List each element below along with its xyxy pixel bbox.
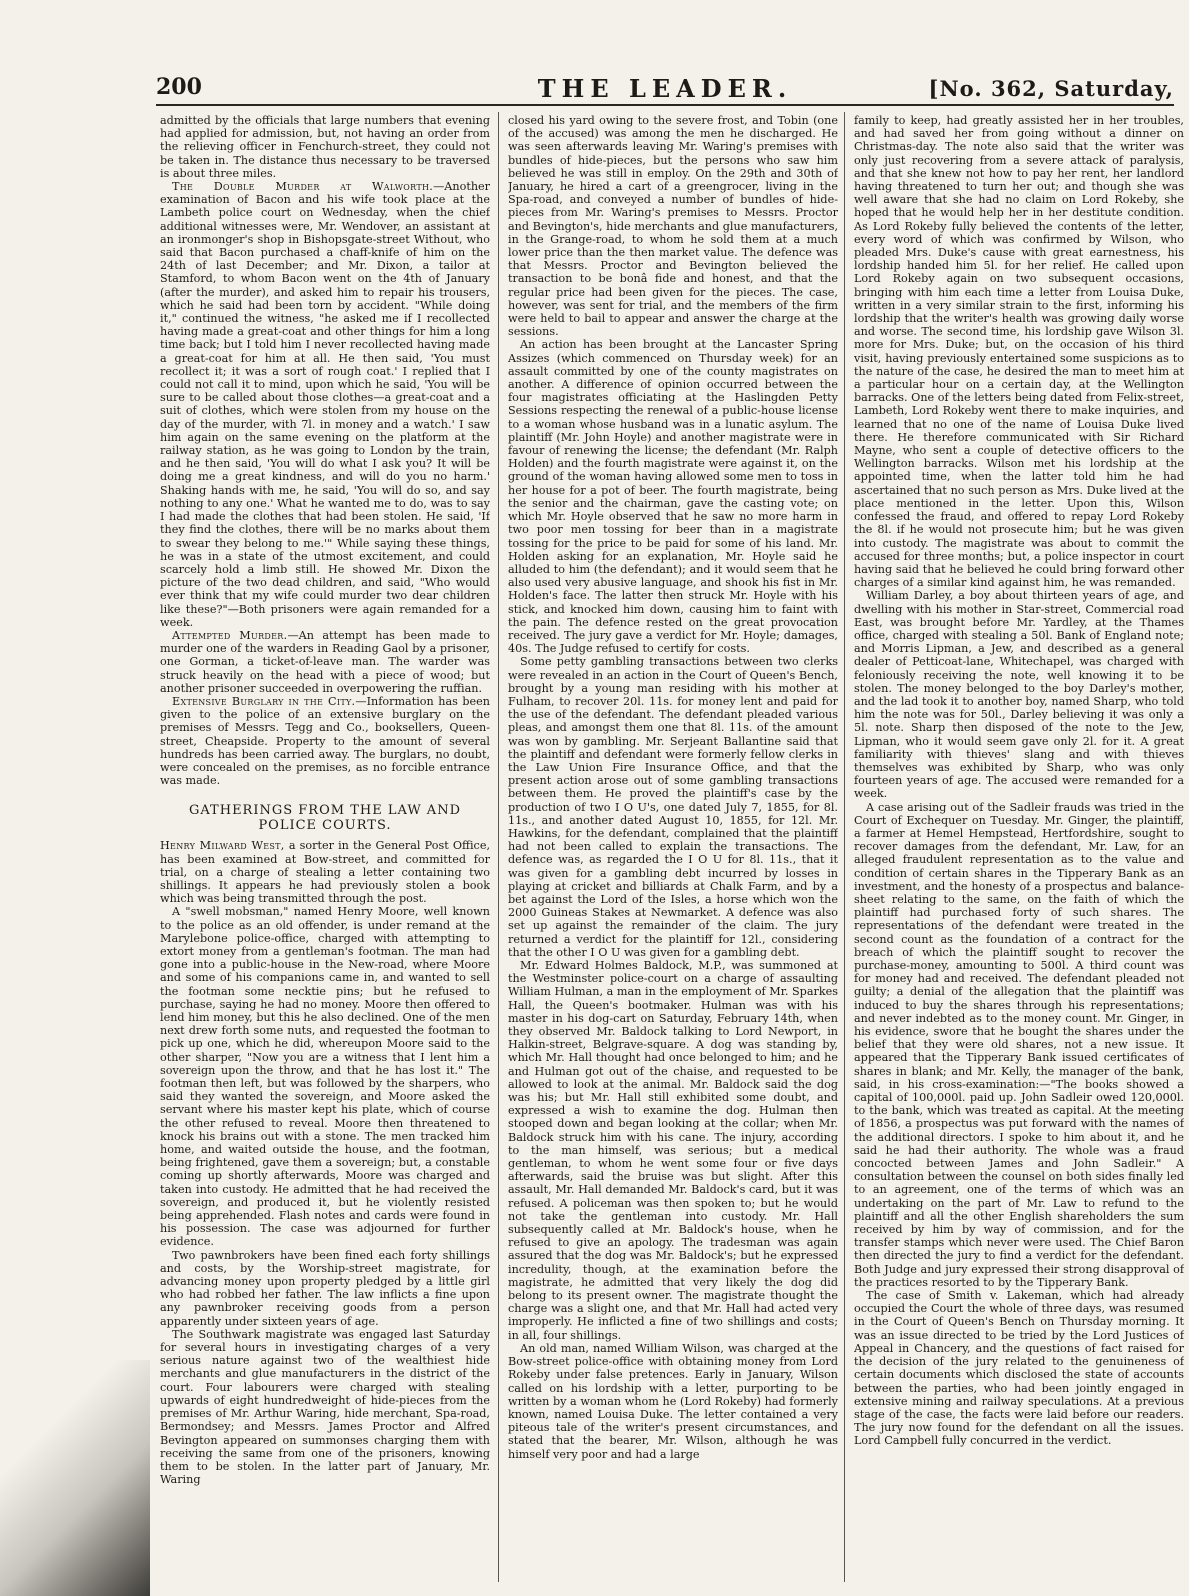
article-paragraph — [160, 180, 490, 629]
article-paragraph: An old man, named William Wilson, was charged at the Bow-street police-office with obtaining money from Lord Rokeby under false pretences. Early in January, Wilson called on his lordship with a letter, purporting to be written by a woman whom he (Lord Rokeby) had formerly known, named Louisa Duke. The letter contained a very piteous tale of the writer's present circumstances, and stated that the bearer, Mr. Wilson, although he was himself very poor and had a large — [508, 1341, 838, 1461]
article-paragraph: Mr. Edward Holmes Baldock, M.P., was summoned at the Westminster police-court on a charge of assaulting William Hulman, a man in the employment of Mr. Sparkes Hall, the Queen's bootmaker. Hulman was with his master in his dog-cart on Saturday, February 14th, when they observed Mr. Baldock talking to Lord Newport, in Halkin-street, Belgrave-square. A dog was standing by, which Mr. Hall thought had once belonged to him; and he and Hulman got out of the chaise, and requested to be allowed to look at the animal. Mr. Baldock said the dog was his; but Mr. Hall still exhibited some doubt, and expressed a wish to examine the dog. Hulman then stooped down and began looking at the collar; when Mr. Baldock struck him with his cane. The injury, according to the man himself, was serious; but a medical gentleman, to whom he went some four or five days afterwards, said the bruise was but slight. After this assault, Mr. Hall demanded Mr. Baldock's card, but it was refused. A policeman was then spoken to; but he would not take the gentleman into custody. Mr. Hall subsequently called at Mr. Baldock's house, when he refused to give an apology. The tradesman was again assured that the dog was Mr. Baldock's; but he expressed incredulity, though, at the examination before the magistrate, he admitted that very likely the dog did belong to its present owner. The magistrate thought the charge was a slight one, and that Mr. Hall had acted very improperly. He inflicted a fine of two shillings and costs; in all, four shillings. — [508, 959, 838, 1342]
article-paragraph: closed his yard owing to the severe frost, and Tobin (one of the accused) was among the men he discharged. He was seen afterwards leaving Mr. Waring's premises with bundles of hide-pieces, but the persons who saw him believed he was still in employ. On the 29th and 30th of January, he hired a cart of a greengrocer, living in the Spa-road, and conveyed a number of bundles of hide-pieces from Mr. Waring's premises to Messrs. Proctor and Bevington's, hide merchants and glue manufacturers, in the Grange-road, to whom he sold them at a much lower price than the then market value. The defence was that Messrs. Proctor and Bevington believed the transaction to be bonâ fide and honest, and that the regular price had been given for the pieces. The case, however, was sent for trial, and the members of the firm were held to bail to appear and answer the charge at the sessions. — [508, 114, 838, 339]
article-heading: The Double Murder at Walworth. — [172, 180, 434, 194]
article-paragraph: Some petty gambling transactions between two clerks were revealed in an action in the Court of Queen's Bench, brought by a young man residing with his mother at Fulham, to recover 20l. 11s. for money lent and paid for the use of the defendant. The defendant pleaded various pleas, and amongst them one that 8l. 11s. of the amount was won by gambling. Mr. Serjeant Ballantine said that the plaintiff and defendant were formerly fellow clerks in the Law Union Fire Insurance Office, and that the present action arose out of some gambling transactions between them. He proved the plaintiff's case by the production of two I O U's, one dated July 7, 1855, for 8l. 11s., and another dated August 10, 1855, for 12l. Mr. Hawkins, for the defendant, complained that the plaintiff had not been called to explain the transactions. The defence was, as regarded the I O U for 8l. 11s., that it was given for a gambling debt incurred by losses in playing at cricket and billiards at Chalk Farm, and by a bet against the Lord of the Isles, a horse which won the 2000 Guineas Stakes at Newmarket. A defence was also set up against the remainder of the claim. The jury returned a verdict for the plaintiff for 12l., considering that the other I O U was given for a gambling debt. — [508, 655, 838, 959]
article-paragraph: A "swell mobsman," named Henry Moore, well known to the police as an old offender, is under remand at the Marylebone police-office, charged with attempting to extort money from a gentleman's footman. The man had gone into a public-house in the New-road, where Moore and some of his companions came in, and wanted to sell the footman some necktie pins; but he refused to purchase, saying he had no money. Moore then offered to lend him money, but this he also declined. One of the men next drew forth some nuts, and requested the footman to pick up one, which he did, whereupon Moore said to the other sharper, "Now you are a witness that I lent him a sovereign upon the throw, and that he has lost it." The footman then left, but was followed by the sharpers, who said they wanted the sovereign, and Moore asked the servant where his master kept his plate, which of course the other refused to reveal. Moore then threatened to knock his brains out with a stone. The men tracked him home, and waited outside the house, and the footman, being frightened, gave them a sovereign; but, a constable coming up shortly afterwards, Moore was charged and taken into custody. He admitted that he had received the sovereign, and produced it, but he violently resisted being apprehended. Flash notes and cards were found in his possession. The case was adjourned for further evidence. — [160, 905, 490, 1249]
section-heading-line: GATHERINGS FROM THE LAW AND — [189, 803, 461, 819]
article-paragraph — [160, 695, 490, 787]
article-paragraph: Two pawnbrokers have been fined each forty shillings and costs, by the Worship-street magistrate, for advancing money upon property pledged by a little girl who had robbed her father. The law inflicts a fine upon any pawnbroker receiving goods from a person apparently under sixteen years of age. — [160, 1248, 490, 1328]
article-paragraph — [160, 629, 490, 695]
newspaper-title: THE LEADER. — [537, 74, 793, 103]
article-paragraph: An action has been brought at the Lancaster Spring Assizes (which commenced on Thursday week) for an assault committed by one of the county magistrates on another. A difference of opinion occurred between the four magistrates officiating at the Haslingden Petty Sessions respecting the renewal of a public-house license to a woman whose husband was in a lunatic asylum. The plaintiff (Mr. John Hoyle) and another magistrate were in favour of renewing the license; the defendant (Mr. Ralph Holden) and the fourth magistrate were against it, on the ground of the woman having allowed some men to toss in her house for a pot of beer. The fourth magistrate, being the senior and the chairman, gave the casting vote; on which Mr. Hoyle observed that he saw no more harm in two poor men tossing for beer than in a magistrate tossing for the price to be paid for some of his land. Mr. Holden asking for an explanation, Mr. Hoyle said he alluded to him (the defendant); and it would seem that he also used very abusive language, and shook his fist in Mr. Holden's face. The latter then struck Mr. Hoyle with his stick, and knocked him down, causing him to faint with the pain. The defence rested on the great provocation received. The jury gave a verdict for Mr. Hoyle; damages, 40s. The Judge refused to certify for costs. — [508, 338, 838, 656]
column-2 — [508, 114, 838, 1578]
scan-shadow — [0, 1360, 150, 1596]
column-3 — [854, 114, 1184, 1578]
issue-label: [No. 362, Saturday, — [928, 76, 1174, 101]
article-text: —Information has been given to the police of an extensive burglary on the premises of Messrs. Tegg and Co., booksellers, Queen-street, Cheapside. Property to the amount of several hundreds has been carried away. The burglars, no doubt, were concealed on the premises, as no forcible entrance was made. — [160, 694, 490, 788]
article-paragraph: William Darley, a boy about thirteen years of age, and dwelling with his mother in Star-street, Commercial road East, was brought before Mr. Yardley, at the Thames office, charged with stealing a 50l. Bank of England note; and Morris Lipman, a Jew, and described as a general dealer of Petticoat-lane, Whitechapel, was charged with feloniously receiving the note, well knowing it to be stolen. The money belonged to the boy Darley's mother, and the lad took it to another boy, named Sharp, who told him the note was for 50l., Darley believing it was only a 5l. note. Sharp then disposed of the note to the Jew, Lipman, who it would seem gave only 2l. for it. A great familiarity with thieves' slang and with thieves themselves was exhibited by Sharp, who was only fourteen years of age. The accused were remanded for a week. — [854, 589, 1184, 801]
column-1 — [160, 114, 490, 1578]
section-heading-line: POLICE COURTS. — [258, 818, 392, 834]
article-text: a sorter in the General Post Office, has been examined at Bow-street, and committed for trial, on a charge of stealing a letter containing two shillings. It appears he had previously stolen a book which was being transmitted through the post. — [160, 839, 490, 906]
column-divider — [844, 112, 845, 1582]
article-paragraph: family to keep, had greatly assisted her in her troubles, and had saved her from going without a dinner on Christmas-day. The note also said that the writer was only just recovering from a severe attack of paralysis, and that she knew not how to pay her rent, her landlord having threatened to turn her out; and though she was well aware that she had no claim on Lord Rokeby, she hoped that he would help her in her destitute condition. As Lord Rokeby fully believed the contents of the letter, every word of which was confirmed by Wilson, who pleaded Mrs. Duke's cause with great earnestness, his lordship handed him 5l. for her relief. He called upon Lord Rokeby again on two subsequent occasions, bringing with him each time a letter from Louisa Duke, written in a very similar strain to the first, informing his lordship that the writer's health was growing daily worse and worse. The second time, his lordship gave Wilson 3l. more for Mrs. Duke; but, on the occasion of his third visit, having previously entertained some suspicions as to the nature of the case, he desired the man to meet him at a particular hour on a certain day, at the Wellington barracks. One of the letters being dated from Felix-street, Lambeth, Lord Rokeby went there to make inquiries, and learned that no one of the name of Louisa Duke lived there. He therefore communicated with Sir Richard Mayne, who sent a couple of detective officers to the Wellington barracks. Wilson met his lordship at the appointed time, when the latter told him he had ascertained that no such person as Mrs. Duke lived at the place mentioned in the letter. Upon this, Wilson confessed the fraud, and offered to repay Lord Rokeby the 8l. if he would not prosecute him; but he was given into custody. The magistrate was about to commit the accused for three months; but, a police inspector in court having said that he believed he could bring forward other charges of a similar kind against him, he was remanded. — [854, 114, 1184, 590]
article-paragraph: admitted by the officials that large numbers that evening had applied for admission, but, not having an order from the relieving officer in Fenchurch-street, they could not be taken in. The distance thus necessary to be traversed is about three miles. — [160, 114, 490, 180]
article-text: —An attempt has been made to murder one of the warders in Reading Gaol by a prisoner, one Gorman, a ticket-of-leave man. The warder was struck heavily on the head with a piece of wood; but another prisoner succeeded in overpowering the ruffian. — [160, 628, 490, 695]
article-text: —Another examination of Bacon and his wife took place at the Lambeth police court on Wednesday, when the chief additional witnesses were, Mr. Wendover, an assistant at an ironmonger's shop in Bishopsgate-street Without, who said that Bacon purchased a chaff-knife of him on the 24th of last December; and Mr. Dixon, a tailor at Stamford, to whom Bacon went on the 4th of January (after the murder), and asked him to repair his trousers, which he said had been torn by accident. "While doing it," continued the witness, "he asked me if I recollected having made a great-coat and other things for him a long time back; but I told him I never recollected having made a great-coat for him at all. He then said, 'You must recollect it; it was a sort of rough coat.' I replied that I could not call it to mind, upon which he said, 'You will be sure to be called about those clothes—a great-coat and a suit of clothes, which were stolen from my house on the day of the murder, with 7l. in money and a watch.' I saw him again on the same evening on the platform at the railway station, as he was going to London by the train, and he then said, 'You will do what I ask you? It will be doing me a great kindness, and will do you no harm.' Shaking hands with me, he said, 'You will do so, and say nothing to any one.' What he wanted me to do, was to say I had made the clothes that had been stolen. He said, 'If they find the clothes, there will be no marks about them to swear they belong to me.'" While saying these things, he was in a state of the utmost excitement, and could scarcely hold a limb still. He showed Mr. Dixon the picture of the two dead children, and said, "Who would ever think that my wife could murder two dear children like these?"—Both prisoners were again remanded for a week. — [160, 180, 490, 629]
article-heading: Henry Milward West, — [160, 839, 285, 853]
article-paragraph: A case arising out of the Sadleir frauds was tried in the Court of Exchequer on Tuesday. Mr. Ginger, the plaintiff, a farmer at Hemel Hempstead, Hertfordshire, sought to recover damages from the defendant, Mr. Law, for an alleged fraudulent representation as to the value and condition of certain shares in the Tipperary Bank as an investment, and the honesty of a prospectus and balance-sheet relating to the same, on the faith of which the plaintiff had purchased forty of such shares. The representations of the defendant were treated in the second count as the foundation of a contract for the breach of which the plaintiff sought to recover the purchase-money, amounting to 500l. A third count was for money had and received. The defendant pleaded not guilty; a denial of the allegation that the plaintiff was induced to buy the shares through his representations; and never indebted as to the money count. Mr. Ginger, in his evidence, swore that he bought the shares under the belief that they were old shares, not a new issue. It appeared that the Tipperary Bank issued certificates of shares in blank; and Mr. Kelly, the manager of the bank, said, in his cross-examination:—"The books showed a capital of 100,000l. paid up. John Sadleir owed 120,000l. to the bank, which was treated as capital. At the meeting of 1856, a prospectus was put forward with the names of the additional directors. I spoke to him about it, and he said he had their authority. The whole was a fraud concocted between James and John Sadleir." A consultation between the counsel on both sides finally led to an agreement, one of the terms of which was an undertaking on the part of Mr. Law to refund to the plaintiff and all the other English shareholders the sum received by him by way of commission, and for the transfer stamps which never were used. The Chief Baron then directed the jury to find a verdict for the defendant. Both Judge and jury expressed their strong disapproval of the practices resorted to by the Tipperary Bank. — [854, 800, 1184, 1289]
article-paragraph: The Southwark magistrate was engaged last Saturday for several hours in investigating charges of a very serious nature against two of the wealthiest hide merchants and glue manufacturers in the district of the court. Four labourers were charged with stealing upwards of eight hundredweight of hide-pieces from the premises of Mr. Arthur Waring, hide merchant, Spa-road, Bermondsey; and Messrs. James Proctor and Alfred Bevington appeared on summonses charging them with receiving the same from one of the prisoners, knowing them to be stolen. In the latter part of January, Mr. Waring — [160, 1327, 490, 1487]
article-heading: Extensive Burglary in the City. — [172, 694, 356, 708]
section-heading — [160, 803, 490, 833]
article-paragraph — [160, 839, 490, 905]
article-heading: Attempted Murder. — [172, 628, 288, 642]
column-divider — [498, 112, 499, 1582]
article-paragraph: The case of Smith v. Lakeman, which had already occupied the Court the whole of three days, was resumed in the Court of Queen's Bench on Thursday morning. It was an issue directed to be tried by the Lord Justices of Appeal in Chancery, and the questions of fact raised for the decision of the jury related to the genuineness of certain documents which disclosed the state of accounts between the parties, who had been jointly engaged in extensive mining and railway speculations. At a previous stage of the case, the facts were laid before our readers. The jury now found for the defendant on all the issues. Lord Campbell fully concurred in the verdict. — [854, 1289, 1184, 1448]
page-number: 200 — [156, 74, 202, 100]
masthead — [156, 74, 1174, 104]
masthead-rule — [156, 104, 1174, 106]
